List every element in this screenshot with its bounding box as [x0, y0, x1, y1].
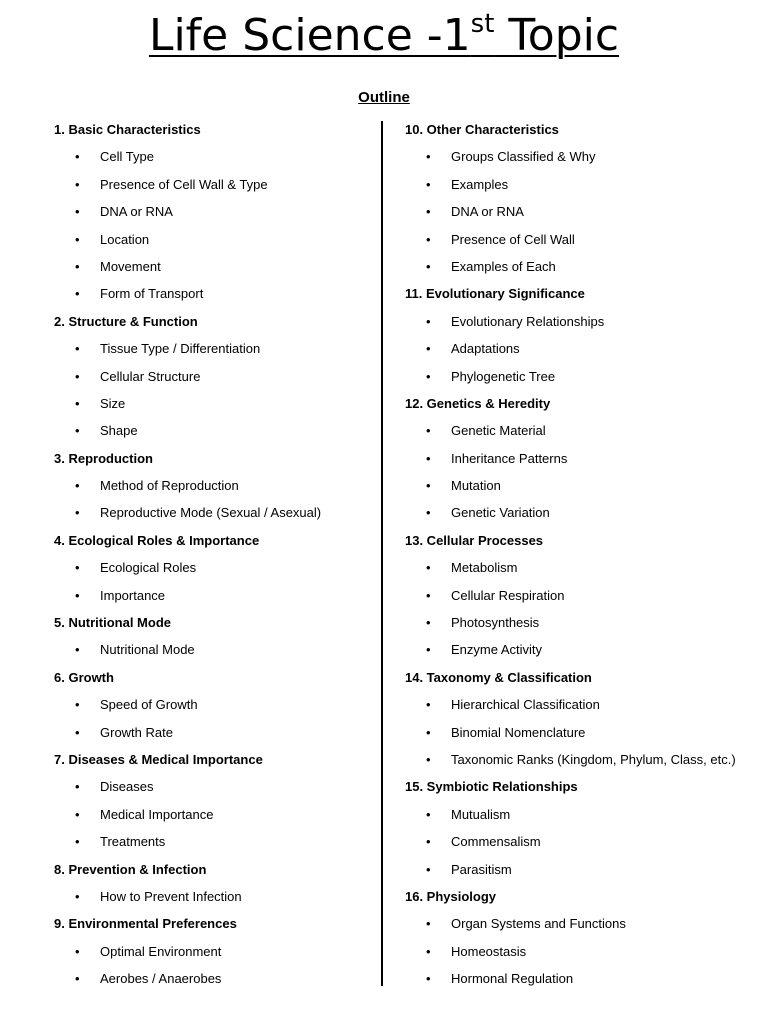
- section-heading: 10. Other Characteristics: [405, 122, 559, 137]
- list-item: • Ecological Roles: [54, 554, 374, 581]
- list-item: • Shape: [54, 417, 374, 444]
- list-item: • Binomial Nomenclature: [405, 719, 755, 746]
- section-heading: 6. Growth: [54, 669, 114, 685]
- list-item: • Genetic Variation: [405, 499, 755, 526]
- section-heading: 13. Cellular Processes: [405, 532, 544, 548]
- list-item: • Commensalism: [405, 828, 755, 855]
- list-item: • Phylogenetic Tree: [405, 363, 755, 390]
- list-item: • Importance: [54, 582, 374, 609]
- list-item: • Speed of Growth: [54, 691, 374, 718]
- section-heading: 1. Basic Characteristics: [54, 122, 201, 137]
- list-item: • Nutritional Mode: [54, 636, 374, 663]
- section-heading: 9. Environmental Preferences: [54, 916, 237, 932]
- section-heading: 16. Physiology: [405, 888, 497, 904]
- list-item: • Cellular Respiration: [405, 582, 755, 609]
- list-item: • Genetic Material: [405, 417, 755, 444]
- title-tail: Topic: [494, 10, 620, 61]
- list-item: • Examples: [405, 171, 755, 198]
- section-heading: 14. Taxonomy & Classification: [405, 669, 592, 685]
- list-item: • Adaptations: [405, 335, 755, 362]
- list-item: • Location: [54, 226, 374, 253]
- list-item: • Cell Type: [54, 143, 374, 170]
- list-item: • Organ Systems and Functions: [405, 910, 755, 937]
- section-heading: 3. Reproduction: [54, 450, 153, 466]
- list-item: • Presence of Cell Wall & Type: [54, 171, 374, 198]
- list-item: • Tissue Type / Differentiation: [54, 335, 374, 362]
- list-item: • Presence of Cell Wall: [405, 226, 755, 253]
- list-item: • Mutation: [405, 472, 755, 499]
- title-main: Life Science -1: [148, 10, 471, 61]
- list-item: • Photosynthesis: [405, 609, 755, 636]
- list-item: • Taxonomic Ranks (Kingdom, Phylum, Class, etc.): [405, 746, 755, 773]
- list-item: • Mutualism: [405, 801, 755, 828]
- list-item: • Examples of Each: [405, 253, 755, 280]
- list-item: • Enzyme Activity: [405, 636, 755, 663]
- list-item: • Inheritance Patterns: [405, 445, 755, 472]
- title-superscript: st: [470, 9, 495, 39]
- section-heading: 8. Prevention & Infection: [54, 861, 207, 877]
- list-item: • Optimal Environment: [54, 938, 374, 965]
- section-heading: 11. Evolutionary Significance: [405, 286, 585, 302]
- list-item: • DNA or RNA: [54, 198, 374, 225]
- list-item: • Form of Transport: [54, 280, 374, 307]
- right-column-outline: [405, 116, 755, 993]
- list-item: • Hormonal Regulation: [405, 965, 755, 992]
- list-item: • Reproductive Mode (Sexual / Asexual): [54, 499, 374, 526]
- section-heading: 5. Nutritional Mode: [54, 615, 171, 631]
- list-item: • Hierarchical Classification: [405, 691, 755, 718]
- left-column-outline: [54, 116, 374, 993]
- list-item: • Growth Rate: [54, 719, 374, 746]
- list-item: • Treatments: [54, 828, 374, 855]
- list-item: • Parasitism: [405, 856, 755, 883]
- section-heading: 7. Diseases & Medical Importance: [54, 751, 263, 767]
- list-item: • Medical Importance: [54, 801, 374, 828]
- section-heading: 4. Ecological Roles & Importance: [54, 532, 260, 548]
- section-heading: 15. Symbiotic Relationships: [405, 779, 578, 795]
- list-item: • How to Prevent Infection: [54, 883, 374, 910]
- section-heading: 12. Genetics & Heredity: [405, 395, 551, 411]
- list-item: • Metabolism: [405, 554, 755, 581]
- list-item: • Aerobes / Anaerobes: [54, 965, 374, 992]
- section-heading: 2. Structure & Function: [54, 313, 198, 329]
- list-item: • Size: [54, 390, 374, 417]
- list-item: • Cellular Structure: [54, 363, 374, 390]
- column-divider: [381, 121, 383, 986]
- list-item: • Homeostasis: [405, 938, 755, 965]
- list-item: • Movement: [54, 253, 374, 280]
- list-item: • Method of Reproduction: [54, 472, 374, 499]
- list-item: • DNA or RNA: [405, 198, 755, 225]
- page-title: [0, 8, 768, 64]
- list-item: • Groups Classified & Why: [405, 143, 755, 170]
- list-item: • Evolutionary Relationships: [405, 308, 755, 335]
- list-item: • Diseases: [54, 773, 374, 800]
- outline-heading: Outline: [358, 89, 410, 106]
